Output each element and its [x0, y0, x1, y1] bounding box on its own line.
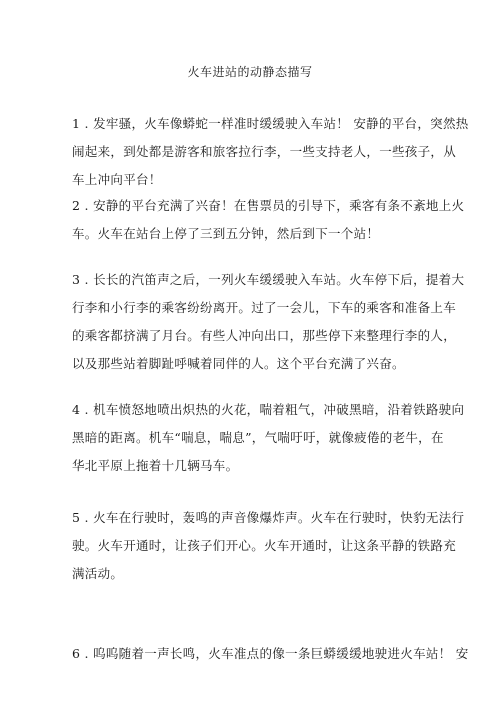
paragraph-line: 以及那些站着脚趾呼喊着同伴的人。这个平台充满了兴奋。 — [72, 356, 405, 371]
paragraph-line: 1 . 发牢骚，火车像蟒蛇一样准时缓缓驶入车站！ 安静的平台，突然热 — [72, 116, 469, 131]
paragraph-4 — [72, 396, 465, 480]
paragraph-line: 4 . 机车愤怒地喷出炽热的火花，喘着粗气，冲破黑暗，沿着铁路驶向 — [72, 402, 465, 417]
paragraph-line: 6 . 呜呜随着一声长鸣，火车准点的像一条巨蟒缓缓地驶进火车站！ 安 — [72, 646, 469, 661]
paragraph-line: 5 . 火车在行驶时，轰鸣的声音像爆炸声。火车在行驶时，快豹无法行 — [72, 510, 465, 525]
paragraph-3 — [72, 266, 465, 378]
paragraph-line: 华北平原上拖着十几辆马车。 — [72, 458, 239, 473]
paragraph-line: 行李和小行李的乘客纷纷离开。过了一会儿，下车的乘客和准备上车 — [72, 300, 457, 315]
paragraph-line: 满活动。 — [72, 566, 124, 581]
paragraph-2 — [72, 192, 465, 248]
document-title: 火车进站的动静态描写 — [187, 65, 313, 79]
paragraph-5 — [72, 504, 465, 588]
paragraph-line: 闹起来，到处都是游客和旅客拉行李，一些支持老人，一些孩子，从 — [72, 144, 457, 159]
paragraph-1 — [72, 110, 469, 194]
paragraph-line: 3 . 长长的汽笛声之后，一列火车缓缓驶入车站。火车停下后，提着大 — [72, 272, 465, 287]
paragraph-6 — [72, 640, 469, 668]
paragraph-line: 车上冲向平台！ — [72, 172, 162, 187]
paragraph-line: 的乘客都挤满了月台。有些人冲向出口，那些停下来整理行李的人， — [72, 328, 457, 343]
paragraph-line: 黑暗的距离。机车“喘息，喘息”，气喘吁吁，就像疲倦的老牛，在 — [72, 430, 444, 445]
paragraph-line: 车。火车在站台上停了三到五分钟，然后到下一个站！ — [72, 226, 380, 241]
paragraph-line: 2 . 安静的平台充满了兴奋！在售票员的引导下，乘客有条不紊地上火 — [72, 198, 465, 213]
paragraph-line: 驶。火车开通时，让孩子们开心。火车开通时，让这条平静的铁路充 — [72, 538, 457, 553]
